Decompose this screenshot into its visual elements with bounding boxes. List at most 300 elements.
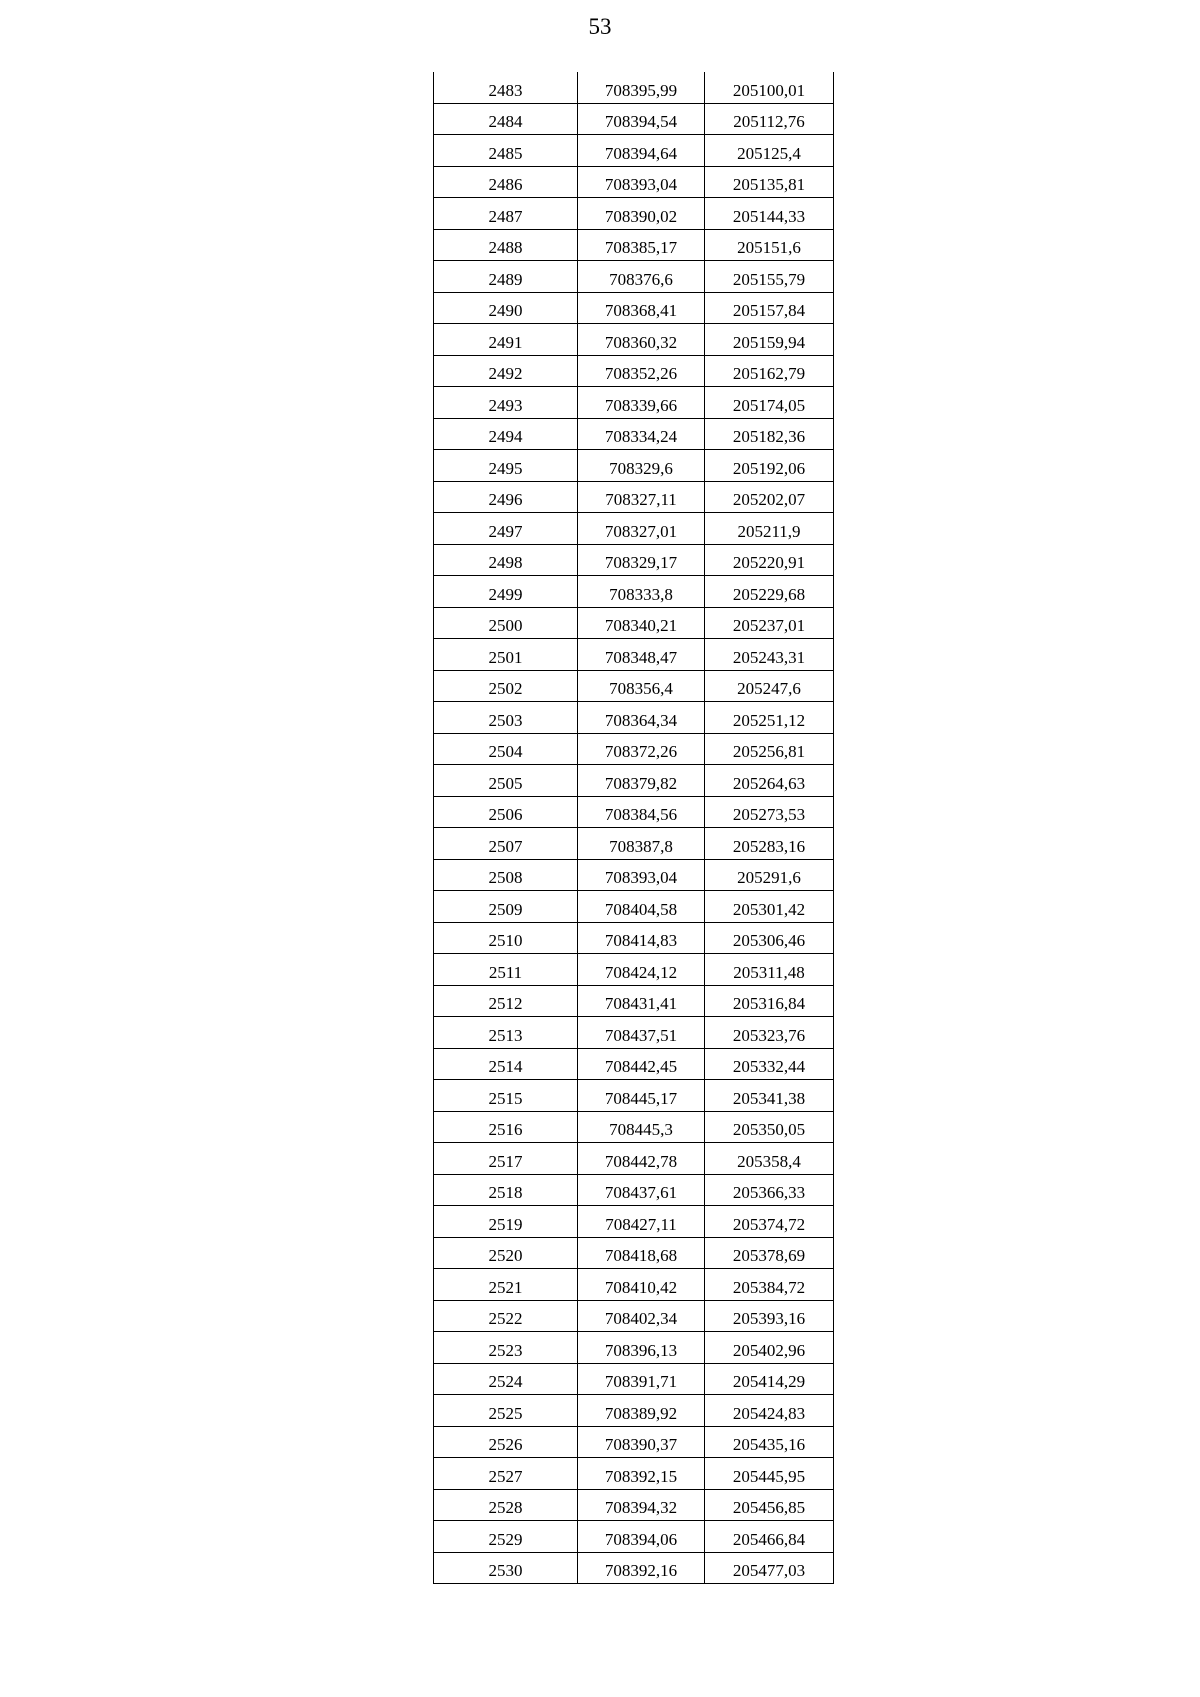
cell-text: 2517 [488,1151,523,1171]
cell-text: 205192,06 [732,458,806,478]
y-coordinate-cell [705,1206,834,1238]
cell-text: 708418,68 [604,1246,678,1265]
point-number-cell [434,418,578,450]
point-number-cell [434,1269,578,1301]
y-coordinate-cell [705,1143,834,1175]
table-row [434,324,834,356]
table-row [434,544,834,576]
cell-text: 708427,11 [605,1214,677,1234]
cell-text: 2515 [488,1088,523,1108]
point-number-cell [434,1395,578,1427]
point-number-cell [434,1458,578,1490]
cell-text: 708442,45 [604,1057,678,1076]
y-coordinate-cell [705,72,834,103]
table-row [434,702,834,734]
cell-text: 708356,4 [609,679,673,698]
cell-text: 205256,81 [732,742,806,761]
y-coordinate-cell [705,387,834,419]
table-row [434,1521,834,1553]
cell-text: 2510 [488,931,523,950]
x-coordinate-cell [578,481,705,513]
table-row [434,1395,834,1427]
point-number-cell [434,1521,578,1553]
cell-text: 2494 [488,427,523,446]
cell-text: 205159,94 [732,332,806,352]
table-row [434,1426,834,1458]
cell-text: 2509 [488,899,523,919]
cell-text: 205162,79 [732,364,806,383]
x-coordinate-cell [578,985,705,1017]
cell-text: 708392,16 [604,1561,678,1580]
cell-text: 205366,33 [732,1183,806,1202]
x-coordinate-cell [578,292,705,324]
y-coordinate-cell [705,765,834,797]
cell-text: 2516 [488,1120,523,1139]
x-coordinate-cell [578,733,705,765]
cell-text: 205301,42 [732,899,806,919]
cell-text: 708391,71 [604,1372,678,1391]
cell-text: 2513 [488,1025,523,1045]
cell-text: 2525 [488,1403,523,1423]
point-number-cell [434,229,578,261]
y-coordinate-cell [705,1017,834,1049]
point-number-cell [434,292,578,324]
cell-text: 2485 [488,143,523,163]
table-row [434,450,834,482]
cell-text: 708372,26 [604,742,678,761]
y-coordinate-cell [705,670,834,702]
cell-text: 708339,66 [604,395,678,415]
y-coordinate-cell [705,450,834,482]
cell-text: 708414,83 [604,931,678,950]
table-row [434,607,834,639]
y-coordinate-cell [705,135,834,167]
cell-text: 2491 [488,332,523,352]
point-number-cell [434,1048,578,1080]
cell-text: 2495 [488,458,523,478]
cell-text: 205202,07 [732,490,806,509]
table-row [434,1048,834,1080]
cell-text: 205251,12 [732,710,806,730]
cell-text: 205237,01 [732,616,806,635]
y-coordinate-cell [705,702,834,734]
y-coordinate-cell [705,1174,834,1206]
x-coordinate-cell [578,387,705,419]
cell-text: 708384,56 [604,805,678,824]
table-row [434,1269,834,1301]
cell-text: 205174,05 [732,395,806,415]
x-coordinate-cell [578,1017,705,1049]
cell-text: 205155,79 [732,269,806,289]
x-coordinate-cell [578,166,705,198]
x-coordinate-cell [578,103,705,135]
y-coordinate-cell [705,544,834,576]
x-coordinate-cell [578,1395,705,1427]
cell-text: 205350,05 [732,1120,806,1139]
cell-text: 708410,42 [604,1277,678,1297]
point-number-cell [434,261,578,293]
table-row [434,135,834,167]
x-coordinate-cell [578,954,705,986]
table-row [434,1080,834,1112]
point-number-cell [434,576,578,608]
point-number-cell [434,639,578,671]
cell-text: 205306,46 [732,931,806,950]
cell-text: 2524 [488,1372,523,1391]
cell-text: 2490 [488,301,523,320]
point-number-cell [434,72,578,103]
x-coordinate-cell [578,1521,705,1553]
table-row [434,1111,834,1143]
y-coordinate-cell [705,954,834,986]
cell-text: 205283,16 [732,836,806,856]
cell-text: 708402,34 [604,1309,678,1328]
cell-text: 205445,95 [732,1466,806,1486]
cell-text: 2492 [488,364,523,383]
y-coordinate-cell [705,481,834,513]
cell-text: 2518 [488,1183,523,1202]
point-number-cell [434,828,578,860]
cell-text: 2503 [488,710,523,730]
cell-text: 2488 [488,238,523,257]
table-row [434,1143,834,1175]
cell-text: 205247,6 [737,679,801,698]
cell-text: 205112,76 [733,112,805,131]
x-coordinate-cell [578,1269,705,1301]
cell-text: 708437,61 [604,1183,678,1202]
y-coordinate-cell [705,1489,834,1521]
y-coordinate-cell [705,513,834,545]
point-number-cell [434,985,578,1017]
x-coordinate-cell [578,1143,705,1175]
y-coordinate-cell [705,796,834,828]
cell-text: 205316,84 [732,994,806,1013]
cell-text: 2505 [488,773,523,793]
y-coordinate-cell [705,1048,834,1080]
cell-text: 2497 [488,521,523,541]
table-row [434,1300,834,1332]
point-number-cell [434,796,578,828]
x-coordinate-cell [578,1206,705,1238]
table-row [434,954,834,986]
cell-text: 205393,16 [732,1309,806,1328]
point-number-cell [434,544,578,576]
cell-text: 205424,83 [732,1403,806,1423]
y-coordinate-cell [705,324,834,356]
point-number-cell [434,922,578,954]
table-row [434,261,834,293]
y-coordinate-cell [705,607,834,639]
x-coordinate-cell [578,1426,705,1458]
table-row [434,670,834,702]
y-coordinate-cell [705,1426,834,1458]
point-number-cell [434,1080,578,1112]
table-row [434,166,834,198]
x-coordinate-cell [578,922,705,954]
y-coordinate-cell [705,198,834,230]
cell-text: 708396,13 [604,1340,678,1360]
cell-text: 2528 [488,1498,523,1517]
cell-text: 205243,31 [732,647,806,667]
x-coordinate-cell [578,1458,705,1490]
cell-text: 205323,76 [732,1025,806,1045]
table-row [434,481,834,513]
cell-text: 708392,15 [604,1466,678,1486]
point-number-cell [434,1143,578,1175]
table-row [434,1206,834,1238]
x-coordinate-cell [578,1552,705,1584]
y-coordinate-cell [705,1080,834,1112]
table-row [434,513,834,545]
x-coordinate-cell [578,324,705,356]
x-coordinate-cell [578,261,705,293]
cell-text: 205264,63 [732,773,806,793]
cell-text: 2500 [488,616,523,635]
table-row [434,859,834,891]
point-number-cell [434,198,578,230]
y-coordinate-cell [705,922,834,954]
cell-text: 708431,41 [604,994,678,1013]
cell-text: 2501 [488,647,523,667]
cell-text: 205384,72 [732,1277,806,1297]
point-number-cell [434,135,578,167]
cell-text: 708364,34 [604,710,678,730]
point-number-cell [434,954,578,986]
y-coordinate-cell [705,1458,834,1490]
x-coordinate-cell [578,1080,705,1112]
cell-text: 2489 [488,269,523,289]
cell-text: 708424,12 [604,962,678,982]
cell-text: 205311,48 [733,962,805,982]
x-coordinate-cell [578,1174,705,1206]
cell-text: 2496 [488,490,523,509]
x-coordinate-cell [578,702,705,734]
y-coordinate-cell [705,1363,834,1395]
cell-text: 205229,68 [732,584,806,604]
cell-text: 2483 [488,80,523,100]
point-number-cell [434,670,578,702]
point-number-cell [434,1332,578,1364]
cell-text: 2493 [488,395,523,415]
x-coordinate-cell [578,450,705,482]
y-coordinate-cell [705,103,834,135]
cell-text: 708389,92 [604,1403,678,1423]
cell-text: 205220,91 [732,553,806,572]
y-coordinate-cell [705,639,834,671]
x-coordinate-cell [578,198,705,230]
table-row [434,765,834,797]
point-number-cell [434,513,578,545]
x-coordinate-cell [578,891,705,923]
cell-text: 708329,6 [609,458,673,478]
point-number-cell [434,387,578,419]
cell-text: 2523 [488,1340,523,1360]
x-coordinate-cell [578,796,705,828]
table-row [434,355,834,387]
table-row [434,828,834,860]
cell-text: 205466,84 [732,1529,806,1549]
cell-text: 205157,84 [732,301,806,320]
table-row [434,1332,834,1364]
x-coordinate-cell [578,229,705,261]
x-coordinate-cell [578,1363,705,1395]
cell-text: 2522 [488,1309,523,1328]
cell-text: 708390,37 [604,1435,678,1454]
x-coordinate-cell [578,513,705,545]
coordinates-table [433,72,834,1584]
cell-text: 708327,11 [605,490,677,509]
point-number-cell [434,1300,578,1332]
cell-text: 2508 [488,868,523,887]
table-row [434,1458,834,1490]
cell-text: 205374,72 [732,1214,806,1234]
cell-text: 2484 [488,112,523,131]
point-number-cell [434,1174,578,1206]
table-row [434,1017,834,1049]
y-coordinate-cell [705,733,834,765]
y-coordinate-cell [705,859,834,891]
cell-text: 708393,04 [604,868,678,887]
cell-text: 708352,26 [604,364,678,383]
table-row [434,229,834,261]
table-row [434,292,834,324]
table-row [434,796,834,828]
y-coordinate-cell [705,292,834,324]
cell-text: 2487 [488,206,523,226]
cell-text: 708333,8 [609,584,673,604]
cell-text: 708379,82 [604,773,678,793]
cell-text: 708334,24 [604,427,678,446]
cell-text: 708445,3 [609,1120,673,1139]
cell-text: 2514 [488,1057,523,1076]
point-number-cell [434,702,578,734]
point-number-cell [434,324,578,356]
page-number: 53 [588,14,612,39]
cell-text: 2527 [488,1466,523,1486]
y-coordinate-cell [705,576,834,608]
cell-text: 708394,32 [604,1498,678,1517]
cell-text: 205100,01 [732,80,806,100]
cell-text: 205135,81 [732,175,806,194]
cell-text: 205332,44 [732,1057,806,1076]
x-coordinate-cell [578,1332,705,1364]
y-coordinate-cell [705,1395,834,1427]
y-coordinate-cell [705,1111,834,1143]
cell-text: 2506 [488,805,523,824]
x-coordinate-cell [578,607,705,639]
cell-text: 205414,29 [732,1372,806,1391]
point-number-cell [434,1206,578,1238]
cell-text: 2530 [488,1561,523,1580]
cell-text: 2498 [488,553,523,572]
cell-text: 2486 [488,175,523,194]
cell-text: 708394,64 [604,143,678,163]
cell-text: 708348,47 [604,647,678,667]
table-row [434,1363,834,1395]
point-number-cell [434,1363,578,1395]
point-number-cell [434,103,578,135]
x-coordinate-cell [578,544,705,576]
point-number-cell [434,1111,578,1143]
cell-text: 205477,03 [732,1561,806,1580]
table-row [434,1174,834,1206]
x-coordinate-cell [578,765,705,797]
point-number-cell [434,166,578,198]
y-coordinate-cell [705,355,834,387]
cell-text: 2507 [488,836,523,856]
cell-text: 708404,58 [604,899,678,919]
cell-text: 205211,9 [737,521,801,541]
x-coordinate-cell [578,418,705,450]
cell-text: 205378,69 [732,1246,806,1265]
point-number-cell [434,355,578,387]
x-coordinate-cell [578,1237,705,1269]
x-coordinate-cell [578,670,705,702]
cell-text: 708329,17 [604,553,678,572]
point-number-cell [434,1237,578,1269]
x-coordinate-cell [578,1111,705,1143]
table-row [434,418,834,450]
point-number-cell [434,891,578,923]
cell-text: 708385,17 [604,238,678,257]
x-coordinate-cell [578,859,705,891]
table-row [434,922,834,954]
cell-text: 205182,36 [732,427,806,446]
cell-text: 708437,51 [604,1025,678,1045]
cell-text: 205125,4 [737,143,801,163]
table-row [434,985,834,1017]
point-number-cell [434,1552,578,1584]
cell-text: 205358,4 [737,1151,801,1171]
x-coordinate-cell [578,72,705,103]
cell-text: 708390,02 [604,206,678,226]
x-coordinate-cell [578,1300,705,1332]
point-number-cell [434,1017,578,1049]
table-row [434,1489,834,1521]
table-row [434,1237,834,1269]
point-number-cell [434,607,578,639]
y-coordinate-cell [705,828,834,860]
y-coordinate-cell [705,1269,834,1301]
cell-text: 2511 [488,962,523,982]
cell-text: 205151,6 [737,238,801,257]
x-coordinate-cell [578,355,705,387]
y-coordinate-cell [705,1521,834,1553]
y-coordinate-cell [705,1332,834,1364]
cell-text: 708387,8 [609,836,673,856]
cell-text: 205456,85 [732,1498,806,1517]
table-row [434,733,834,765]
y-coordinate-cell [705,1237,834,1269]
y-coordinate-cell [705,229,834,261]
cell-text: 708395,99 [604,80,678,100]
cell-text: 708360,32 [604,332,678,352]
cell-text: 205341,38 [732,1088,806,1108]
cell-text: 2519 [488,1214,523,1234]
point-number-cell [434,481,578,513]
table-row [434,103,834,135]
point-number-cell [434,733,578,765]
cell-text: 205435,16 [732,1435,806,1454]
y-coordinate-cell [705,1552,834,1584]
y-coordinate-cell [705,166,834,198]
cell-text: 205402,96 [732,1340,806,1360]
x-coordinate-cell [578,828,705,860]
cell-text: 2502 [488,679,523,698]
point-number-cell [434,1426,578,1458]
table-row [434,891,834,923]
y-coordinate-cell [705,418,834,450]
